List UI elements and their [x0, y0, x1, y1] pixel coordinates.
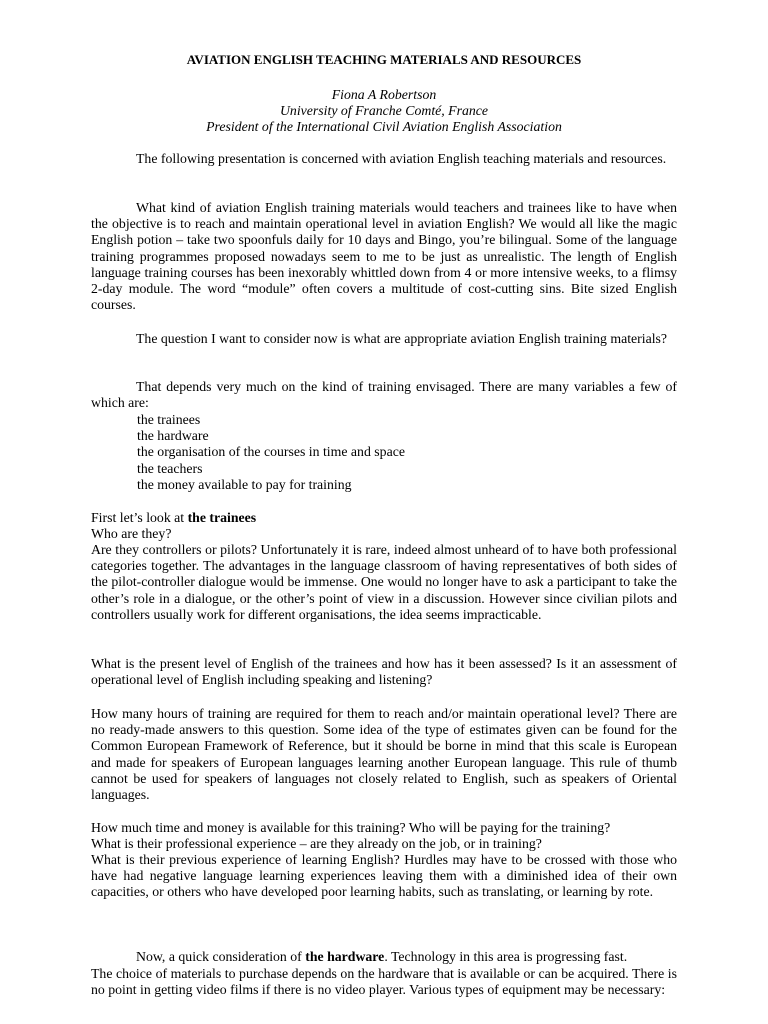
document-title: AVIATION ENGLISH TEACHING MATERIALS AND RESOURCES [186, 52, 582, 67]
hardware-rest-text: . Technology in this area is progressing fast. [384, 949, 628, 964]
paragraph-appropriate-materials: The question I want to consider now is what are appropriate aviation English training materials? [136, 331, 668, 346]
variables-list [137, 412, 405, 493]
paragraph-intro: The following presentation is concerned with aviation English teaching materials and resources. [136, 151, 667, 166]
paragraph-materials-question: What kind of aviation English training materials would teachers and trainees like to have when the objective is to reach and maintain operational level in aviation English? We would all like the magic English potion – take two spoonfuls daily for 10 days and Bingo, you’re bilingual. Some of the language training programmes proposed nowadays seem to me to be just as unrealistic. The length of English language training courses has been inexorably whittled down from 4 or more intensive weeks, to a flimsy 2-day module. The word “module” often covers a multitude of cost-cutting sins. Bite sized English courses. [91, 200, 677, 313]
hardware-intro-text: Now, a quick consideration of [136, 949, 306, 964]
document-page [91, 0, 677, 1024]
hardware-heading [91, 949, 677, 965]
paragraph-training-hours: How many hours of training are required for them to reach and/or maintain operational level? There are no ready-made answers to this question. Some idea of the type of estimates given can be found for the Common European Framework of Reference, but it should be borne in mind that this scale is European and made for speakers of European languages learning another European language. This rule of thumb cannot be used for speakers of languages not closely related to English, such as speakers of Oriental languages. [91, 706, 677, 803]
trainees-bold-text: the trainees [187, 510, 257, 525]
list-item: the hardware [137, 428, 209, 444]
paragraph-present-level: What is the present level of English of the trainees and how has it been assessed? Is it an assessment of operational level of English including speaking and listening? [91, 656, 677, 688]
trainees-intro-text: First let’s look at [91, 510, 188, 525]
author-role: President of the International Civil Aviation English Association [206, 119, 562, 135]
paragraph-controllers-pilots: Are they controllers or pilots? Unfortunately it is rare, indeed almost unheard of to have both professional categories together. The advantages in the language classroom of having representatives of both sides of the pilot-controller dialogue would be immense. One would no longer have to ask a participant to take the other’s role in a dialogue, or the other’s point of view in a discussion. However since civilian pilots and controllers usually work for different organisations, the idea seems impracticable. [91, 542, 677, 622]
trainees-question: Who are they? [91, 526, 172, 541]
paragraph-variables: That depends very much on the kind of training envisaged. There are many variables a few of which are: [91, 379, 677, 411]
author-block [91, 87, 677, 136]
hardware-bold-text: the hardware [305, 949, 385, 964]
list-item: the money available to pay for training [137, 476, 352, 492]
paragraph-hardware-choice: The choice of materials to purchase depends on the hardware that is available or can be acquired. There is no point in getting video films if there is no video player. Various types of equipment may be necessary: [91, 966, 677, 998]
question-time-money: How much time and money is available for this training? Who will be paying for the training? [91, 820, 611, 835]
list-item: the teachers [137, 460, 203, 476]
list-item: the trainees [137, 412, 201, 427]
author-affiliation: University of Franche Comté, France [279, 103, 489, 119]
trainees-heading [91, 510, 677, 526]
paragraph-previous-experience: What is their previous experience of learning English? Hurdles may have to be crossed with those who have had negative language learning experiences leaving them with a diminished idea of their own capacities, or others who have developed poor learning habits, such as translating, or learning by rote. [91, 852, 677, 900]
list-item: the organisation of the courses in time and space [137, 444, 405, 460]
author-name: Fiona A Robertson [331, 87, 437, 102]
question-professional-experience: What is their professional experience – are they already on the job, or in training? [91, 836, 542, 851]
